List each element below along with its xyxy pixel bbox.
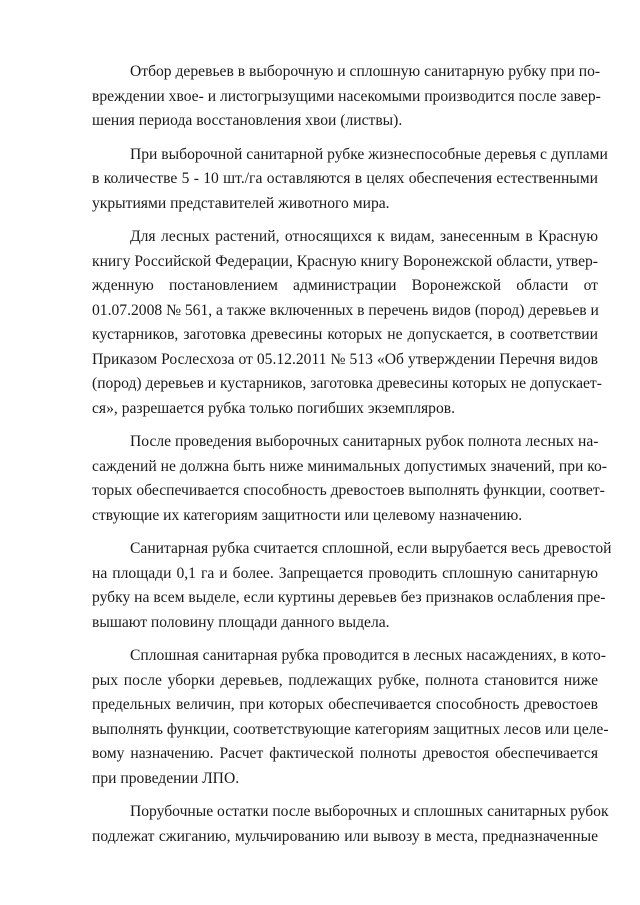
- text-line: книгу Российской Федерации, Красную книгу Воронежской области, утвер-: [92, 252, 598, 270]
- text-line: Санитарная рубка считается сплошной, если вырубается весь древостой: [130, 540, 612, 557]
- text-line: Порубочные остатки после выборочных и сплошных санитарных рубок: [130, 803, 609, 820]
- text-line: выполнять функции, соответствующие категориям защитных лесов или целе-: [92, 720, 609, 738]
- text-line: Для лесных растений, относящихся к видам, занесенным в Красную: [130, 228, 598, 245]
- text-line: подлежат сжиганию, мульчированию или вывозу в места, предназначенные: [92, 827, 598, 845]
- text-line: укрытиями представителей животного мира.: [92, 194, 390, 212]
- text-line: После проведения выборочных санитарных рубок полнота лесных на-: [130, 433, 599, 450]
- text-line: жденную постановлением администрации Воронежской области от: [92, 277, 598, 294]
- text-line: кустарников, заготовка древесины которых не допускается, в соответствии: [92, 326, 598, 343]
- text-line: торых обеспечивается способность древостоев выполнять функции, соответ-: [92, 482, 605, 499]
- text-line: шения периода восстановления хвои (листвы).: [92, 112, 403, 129]
- text-line: (пород) деревьев и кустарников, заготовка древесины которых не допускает-: [92, 375, 602, 392]
- text-line: рых после уборки деревьев, подлежащих рубке, полнота становится ниже: [92, 671, 598, 689]
- text-line: в количестве 5 - 10 шт./га оставляются в целях обеспечения естественными: [92, 170, 598, 187]
- text-line: на площади 0,1 га и более. Запрещается проводить сплошную санитарную: [92, 564, 598, 582]
- paragraph-7: [92, 800, 609, 849]
- paragraph-6: [92, 644, 609, 791]
- text-line: рубку на всем выделе, если куртины деревьев без признаков ослабления пре-: [92, 589, 606, 606]
- text-line: предельных величин, при которых обеспечивается способность древостоев: [92, 696, 598, 713]
- text-line: вому назначению. Расчет фактической полноты древостоя обеспечивается: [92, 745, 598, 762]
- text-line: ся», разрешается рубка только погибших экземпляров.: [92, 399, 456, 417]
- text-line: при проведении ЛПО.: [92, 769, 240, 787]
- text-line: При выборочной санитарной рубке жизнеспособные деревья с дуплами: [130, 145, 608, 163]
- paragraph-1: [92, 60, 601, 134]
- text-line: ствующие их категориям защитности или целевому назначению.: [92, 506, 523, 524]
- document-body: [92, 60, 612, 849]
- text-line: вреждении хвое- и листогрызущими насекомыми производится после завер-: [92, 87, 601, 105]
- paragraph-3: [92, 225, 602, 421]
- text-line: вышают половину площади данного выдела.: [92, 613, 390, 631]
- text-line: 01.07.2008 № 561, а также включенных в перечень видов (пород) деревьев и: [92, 301, 599, 319]
- text-line: саждений не должна быть ниже минимальных допустимых значений, при ко-: [92, 457, 608, 475]
- paragraph-2: [92, 143, 608, 217]
- paragraph-5: [92, 537, 612, 635]
- paragraph-4: [92, 430, 608, 528]
- text-line: Сплошная санитарная рубка проводится в лесных насаждениях, в кото-: [130, 647, 606, 664]
- text-line: Отбор деревьев в выборочную и сплошную санитарную рубку при по-: [130, 63, 601, 80]
- text-line: Приказом Рослесхоза от 05.12.2011 № 513 «Об утверждении Перечня видов: [92, 350, 598, 368]
